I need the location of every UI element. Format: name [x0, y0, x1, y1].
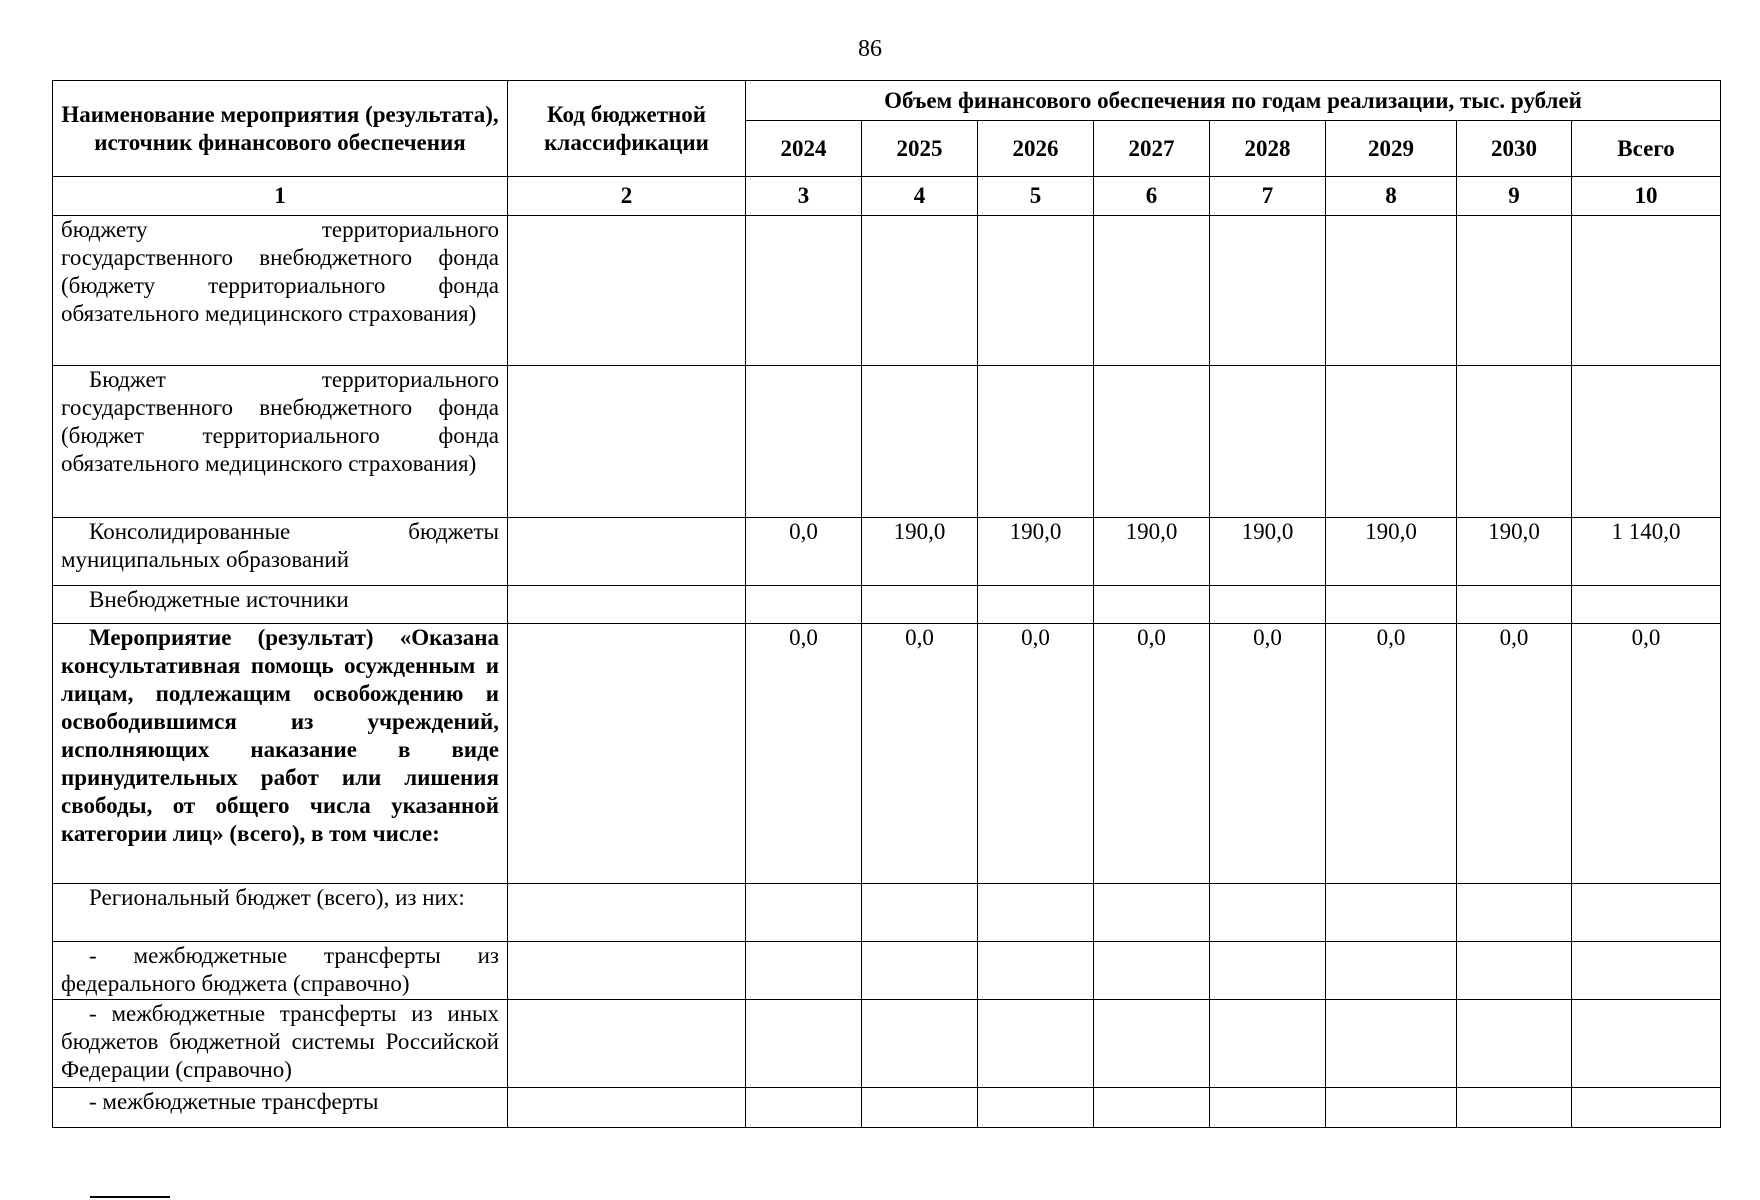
table-row: [53, 1088, 1721, 1128]
row-value: [1210, 1088, 1326, 1128]
row-value: 0,0: [978, 624, 1094, 884]
column-number: 5: [978, 177, 1094, 216]
row-total: [1572, 216, 1721, 366]
header-year: 2027: [1094, 121, 1210, 177]
row-value: 190,0: [1210, 518, 1326, 586]
row-name: Региональный бюджет (всего), из них:: [53, 884, 508, 942]
row-value: [978, 1088, 1094, 1128]
column-number: 7: [1210, 177, 1326, 216]
row-total: [1572, 366, 1721, 518]
column-number: 9: [1457, 177, 1572, 216]
table-row: [53, 1000, 1721, 1088]
table-row: [53, 216, 1721, 366]
row-value: [1326, 586, 1457, 624]
row-total: [1572, 1088, 1721, 1128]
row-value: [746, 1000, 862, 1088]
column-number: 4: [862, 177, 978, 216]
row-value: 190,0: [978, 518, 1094, 586]
table-row: [53, 884, 1721, 942]
row-value: [1094, 366, 1210, 518]
row-code: [508, 586, 746, 624]
row-value: [862, 942, 978, 1000]
header-year: 2026: [978, 121, 1094, 177]
row-value: 0,0: [1210, 624, 1326, 884]
header-name: Наименование мероприятия (результата), источник финансового обеспечения: [53, 81, 508, 177]
row-code: [508, 216, 746, 366]
row-value: [746, 216, 862, 366]
row-name: - межбюджетные трансферты из федерального бюджета (справочно): [53, 942, 508, 1000]
row-value: [1094, 884, 1210, 942]
row-value: [1094, 586, 1210, 624]
row-value: 190,0: [1457, 518, 1572, 586]
row-value: 0,0: [1457, 624, 1572, 884]
row-value: [1326, 1000, 1457, 1088]
row-total: [1572, 942, 1721, 1000]
row-value: 0,0: [1094, 624, 1210, 884]
row-name: - межбюджетные трансферты: [53, 1088, 508, 1128]
row-code: [508, 1000, 746, 1088]
row-value: [1326, 942, 1457, 1000]
row-total: [1572, 884, 1721, 942]
header-code: Код бюджетной классификации: [508, 81, 746, 177]
row-value: 0,0: [746, 518, 862, 586]
row-code: [508, 624, 746, 884]
row-value: [862, 1088, 978, 1128]
row-value: [862, 884, 978, 942]
row-value: [862, 366, 978, 518]
row-value: [978, 216, 1094, 366]
row-value: [1326, 366, 1457, 518]
row-value: [1094, 942, 1210, 1000]
column-number: 10: [1572, 177, 1721, 216]
row-value: [1210, 366, 1326, 518]
row-name: бюджету территориального государственного внебюджетного фонда (бюджету территориального фонда обязательного медицинского страхования): [53, 216, 508, 366]
row-value: [1326, 216, 1457, 366]
row-value: [1094, 1000, 1210, 1088]
row-value: [1326, 884, 1457, 942]
row-value: [746, 1088, 862, 1128]
row-total: 0,0: [1572, 624, 1721, 884]
row-value: [978, 586, 1094, 624]
table-row: [53, 366, 1721, 518]
row-name: Мероприятие (результат) «Оказана консультативная помощь осужденным и лицам, подлежащим освобождению и освободившимся из учреждений, исполняющих наказание в виде принудительных работ или лишения свободы, от общего числа указанной категории лиц» (всего), в том числе:: [53, 624, 508, 884]
row-value: [746, 884, 862, 942]
header-year: 2024: [746, 121, 862, 177]
column-number: 1: [53, 177, 508, 216]
row-total: 1 140,0: [1572, 518, 1721, 586]
column-number: 6: [1094, 177, 1210, 216]
row-value: [1457, 586, 1572, 624]
column-number: 3: [746, 177, 862, 216]
row-name: Консолидированные бюджеты муниципальных образований: [53, 518, 508, 586]
row-value: [1210, 216, 1326, 366]
table-row: [53, 942, 1721, 1000]
row-value: [978, 884, 1094, 942]
row-value: [1326, 1088, 1457, 1128]
row-name: Бюджет территориального государственного внебюджетного фонда (бюджет территориального фонда обязательного медицинского страхования): [53, 366, 508, 518]
row-value: [978, 942, 1094, 1000]
row-value: [862, 1000, 978, 1088]
row-value: [1457, 366, 1572, 518]
row-total: [1572, 1000, 1721, 1088]
header-year: 2029: [1326, 121, 1457, 177]
row-value: [746, 586, 862, 624]
row-value: 190,0: [862, 518, 978, 586]
header-year: 2028: [1210, 121, 1326, 177]
row-value: 0,0: [862, 624, 978, 884]
table-row: [53, 518, 1721, 586]
row-code: [508, 942, 746, 1000]
row-code: [508, 884, 746, 942]
footnote-divider: [90, 1196, 170, 1198]
row-value: [1457, 942, 1572, 1000]
row-value: [978, 366, 1094, 518]
column-number: 8: [1326, 177, 1457, 216]
row-value: [1094, 216, 1210, 366]
header-year: 2025: [862, 121, 978, 177]
row-value: [1210, 586, 1326, 624]
row-code: [508, 366, 746, 518]
row-value: [1457, 1088, 1572, 1128]
row-value: [1094, 1088, 1210, 1128]
row-value: 0,0: [746, 624, 862, 884]
table-row: [53, 586, 1721, 624]
header-volume: Объем финансового обеспечения по годам реализации, тыс. рублей: [746, 81, 1721, 121]
row-value: [1457, 1000, 1572, 1088]
row-value: [746, 366, 862, 518]
table-row: [53, 624, 1721, 884]
row-value: 190,0: [1094, 518, 1210, 586]
row-name: - межбюджетные трансферты из иных бюджетов бюджетной системы Российской Федерации (справочно): [53, 1000, 508, 1088]
financing-table: [52, 80, 1721, 1128]
row-value: 0,0: [1326, 624, 1457, 884]
row-value: [1210, 1000, 1326, 1088]
row-value: [862, 216, 978, 366]
row-value: [1457, 884, 1572, 942]
row-total: [1572, 586, 1721, 624]
row-code: [508, 518, 746, 586]
row-value: [978, 1000, 1094, 1088]
row-value: [1210, 884, 1326, 942]
row-value: [1457, 216, 1572, 366]
row-value: [862, 586, 978, 624]
header-year: 2030: [1457, 121, 1572, 177]
row-value: [746, 942, 862, 1000]
row-code: [508, 1088, 746, 1128]
row-value: 190,0: [1326, 518, 1457, 586]
row-value: [1210, 942, 1326, 1000]
row-name: Внебюджетные источники: [53, 586, 508, 624]
page-number: 86: [858, 36, 882, 62]
header-total: Всего: [1572, 121, 1721, 177]
column-number: 2: [508, 177, 746, 216]
